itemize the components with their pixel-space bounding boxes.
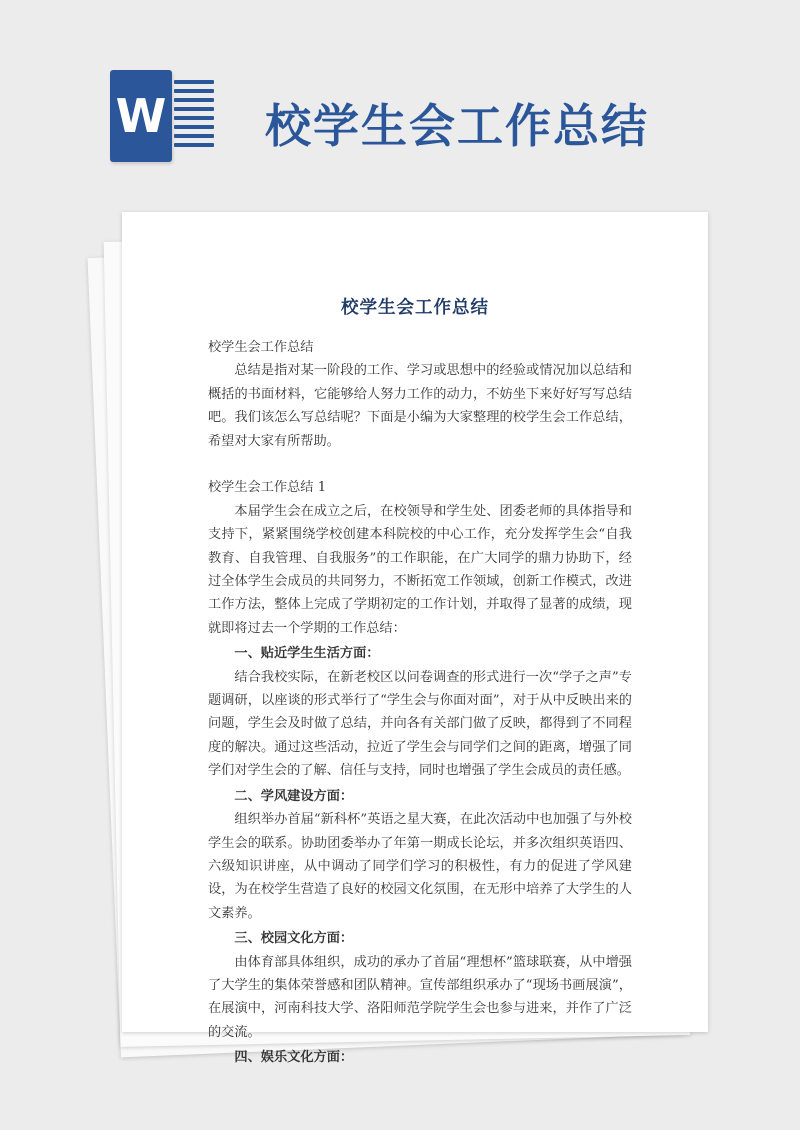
paragraph-student-life: 结合我校实际，在新老校区以问卷调查的形式进行一次“学子之声”专题调研，以座谈的形式举行了“学生会与你面对面”，对于从中反映出来的问题，学生会及时做了总结，并向各有关部门做了反映，都得到了不同程度的解决。通过这些活动，拉近了学生会与同学们之间的距离，增强了同学们对学生会的了解、信任与支持，同时也增强了学生会成员的责任感。 (208, 669, 632, 779)
document-page (122, 212, 708, 1066)
intro-paragraph: 总结是指对某一阶段的工作、学习或思想中的经验或情况加以总结和概括的书面材料，它能够给人努力工作的动力，不妨坐下来好好写写总结吧。我们该怎么写总结呢？下面是小编为大家整理的校学生会工作总结，希望对大家有所帮助。 (208, 363, 632, 449)
paragraph-campus-culture: 由体育部具体组织，成功的承办了首届“理想杯”篮球联赛，从中增强了大学生的集体荣誉感和团队精神。宣传部组织承办了“现场书画展演”，在展演中，河南科技大学、洛阳师范学院学生会也参与进来，并作了广泛的交流。 (208, 954, 632, 1040)
paragraph-study-style: 组织举办首届“新科杯”英语之星大赛，在此次活动中也加强了与外校学生会的联系。协助团委举办了年第一期成长论坛，并多次组织英语四、六级知识讲座，从中调动了同学们学习的积极性，有力的促进了学风建设，为在校学生营造了良好的校园文化氛围，在无形中培养了大学生的人文素养。 (208, 812, 632, 921)
document-body (208, 336, 632, 1070)
document-subtitle-line: 校学生会工作总结 (208, 340, 314, 355)
heading-student-life: 一、贴近学生生活方面： (234, 646, 380, 662)
word-logo-icon (110, 70, 215, 162)
section-paragraph: 本届学生会在成立之后，在校领导和学生处、团委老师的具体指导和支持下，紧紧围绕学校创建本科院校的中心工作，充分发挥学生会“自我教育、自我管理、自我服务”的工作职能，在广大同学的鼎力协助下，经过全体学生会成员的共同努力，不断拓宽工作领域，创新工作模式，改进工作方法，整体上完成了学期初定的工作计划，并取得了显著的成绩，现就即将过去一个学期的工作总结： (208, 503, 632, 636)
heading-campus-culture: 三、校园文化方面： (234, 931, 354, 947)
heading-entertainment: 四、娱乐文化方面： (234, 1050, 354, 1066)
word-logo-lines (174, 80, 214, 152)
heading-study-style: 二、学风建设方面： (234, 788, 354, 804)
header-title: 校学生会工作总结 (265, 99, 649, 153)
word-logo-letter: W (110, 70, 172, 162)
document-title: 校学生会工作总结 (341, 298, 489, 318)
section-title: 校学生会工作总结 1 (208, 480, 327, 496)
